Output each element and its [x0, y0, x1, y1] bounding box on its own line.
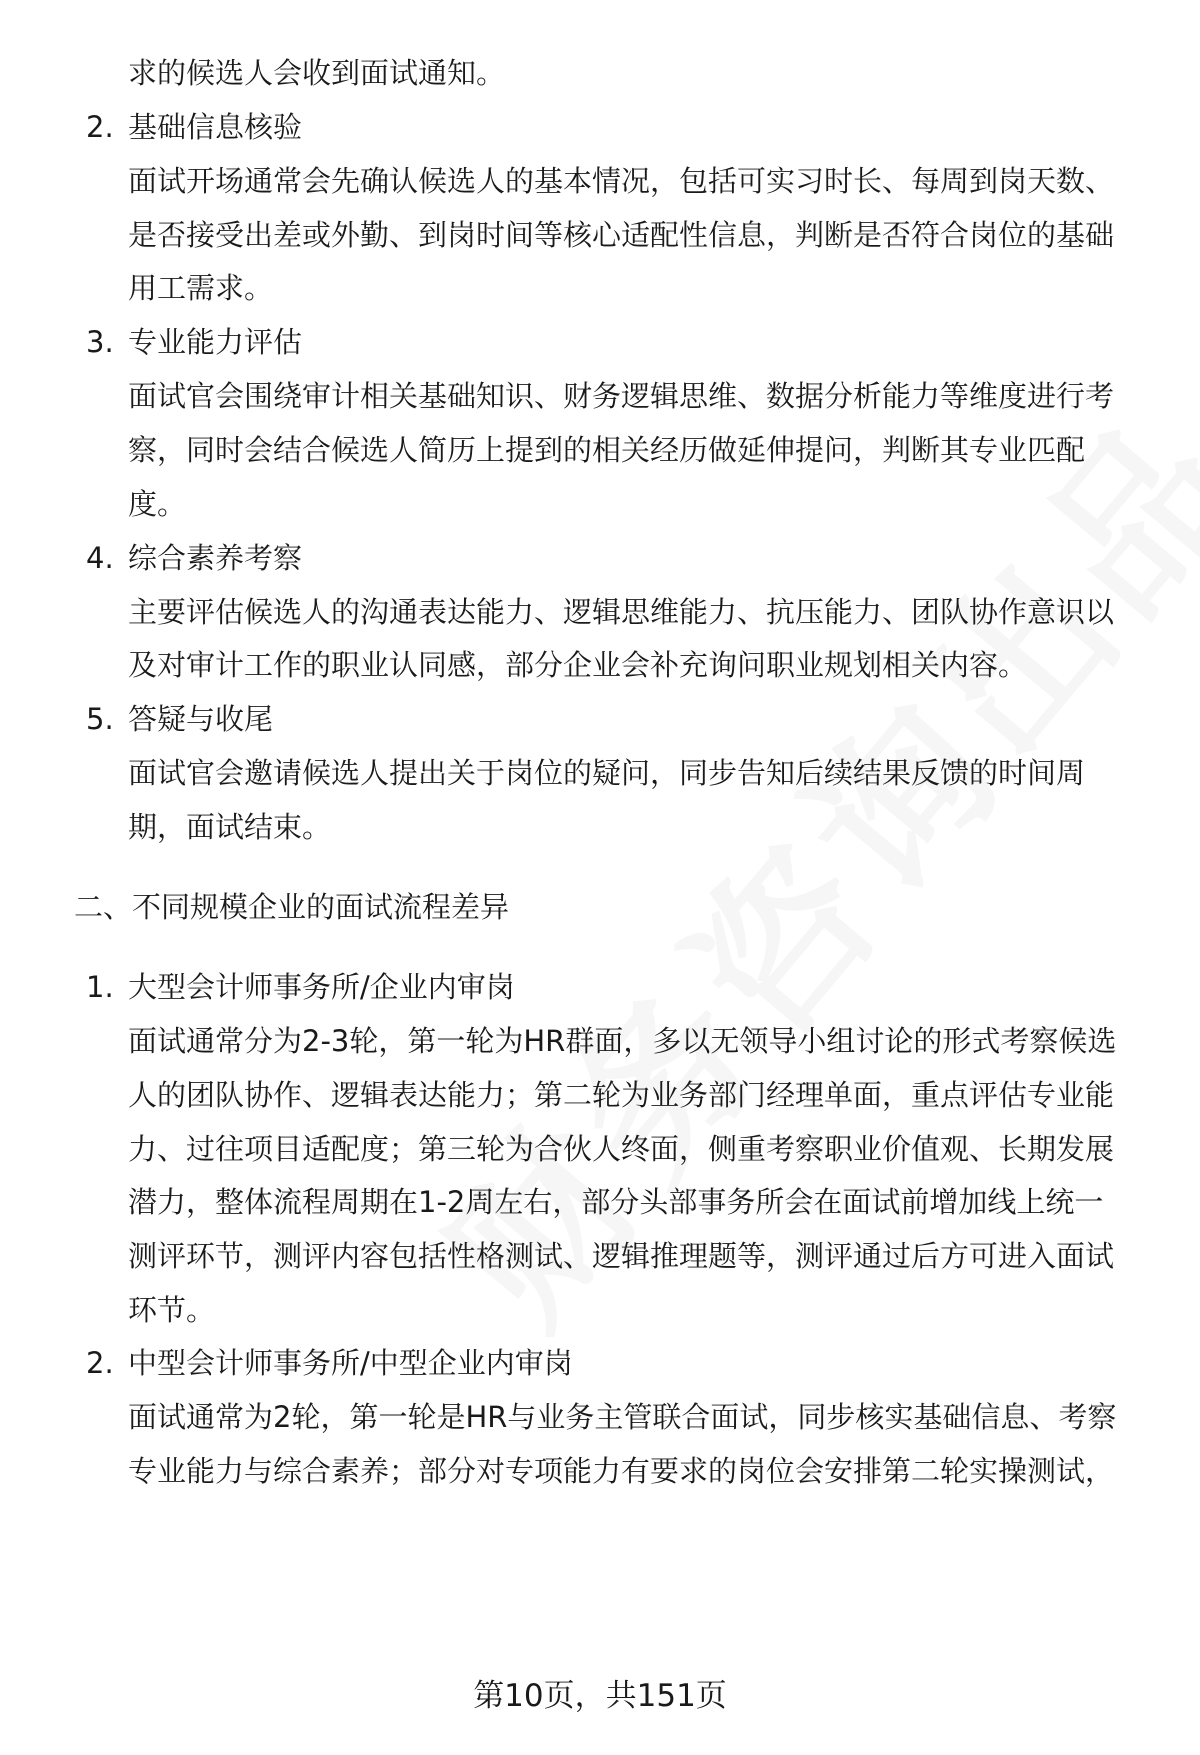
paragraph-line: 主要评估候选人的沟通表达能力、逻辑思维能力、抗压能力、团队协作意识以: [128, 595, 1115, 629]
list-item-heading: 答疑与收尾: [128, 702, 274, 736]
paragraph-line: 及对审计工作的职业认同感，部分企业会补充询问职业规划相关内容。: [128, 648, 1028, 682]
list-number: 2.: [86, 110, 114, 144]
paragraph-line: 面试通常为2轮，第一轮是HR与业务主管联合面试，同步核实基础信息、考察: [128, 1400, 1117, 1434]
paragraph-line: 期，面试结束。: [128, 810, 332, 844]
list-number: 2.: [86, 1346, 114, 1380]
list-number: 1.: [86, 970, 114, 1004]
paragraph-line: 察，同时会结合候选人简历上提到的相关经历做延伸提问，判断其专业匹配: [128, 433, 1086, 467]
list-item-heading: 中型会计师事务所/中型企业内审岗: [128, 1346, 573, 1380]
paragraph-line: 面试通常分为2-3轮，第一轮为HR群面，多以无领导小组讨论的形式考察候选: [128, 1024, 1117, 1058]
list-item-heading: 综合素养考察: [128, 541, 303, 575]
list-item-heading: 大型会计师事务所/企业内审岗: [128, 970, 515, 1004]
section-heading: 二、不同规模企业的面试流程差异: [74, 890, 510, 924]
list-item-heading: 专业能力评估: [128, 325, 303, 359]
paragraph-line: 力、过往项目适配度；第三轮为合伙人终面，侧重考察职业价值观、长期发展: [128, 1132, 1115, 1166]
list-number: 4.: [86, 541, 114, 575]
paragraph-line: 潜力，整体流程周期在1-2周左右，部分头部事务所会在面试前增加线上统一: [128, 1185, 1104, 1219]
paragraph-line: 度。: [128, 487, 187, 521]
page-footer: 第10页，共151页: [473, 1678, 727, 1714]
paragraph-line: 是否接受出差或外勤、到岗时间等核心适配性信息，判断是否符合岗位的基础: [128, 218, 1115, 252]
list-number: 3.: [86, 325, 114, 359]
paragraph-line: 环节。: [128, 1293, 216, 1327]
list-number: 5.: [86, 702, 114, 736]
paragraph-line: 面试官会邀请候选人提出关于岗位的疑问，同步告知后续结果反馈的时间周: [128, 756, 1086, 790]
paragraph-line: 测评环节，测评内容包括性格测试、逻辑推理题等，测评通过后方可进入面试: [128, 1239, 1115, 1273]
paragraph-line: 求的候选人会收到面试通知。: [128, 56, 506, 90]
paragraph-line: 人的团队协作、逻辑表达能力；第二轮为业务部门经理单面，重点评估专业能: [128, 1078, 1115, 1112]
list-item-heading: 基础信息核验: [128, 110, 303, 144]
paragraph-line: 面试官会围绕审计相关基础知识、财务逻辑思维、数据分析能力等维度进行考: [128, 379, 1115, 413]
paragraph-line: 面试开场通常会先确认候选人的基本情况，包括可实习时长、每周到岗天数、: [128, 164, 1115, 198]
paragraph-line: 专业能力与综合素养；部分对专项能力有要求的岗位会安排第二轮实操测试，: [128, 1454, 1115, 1488]
paragraph-line: 用工需求。: [128, 271, 274, 305]
